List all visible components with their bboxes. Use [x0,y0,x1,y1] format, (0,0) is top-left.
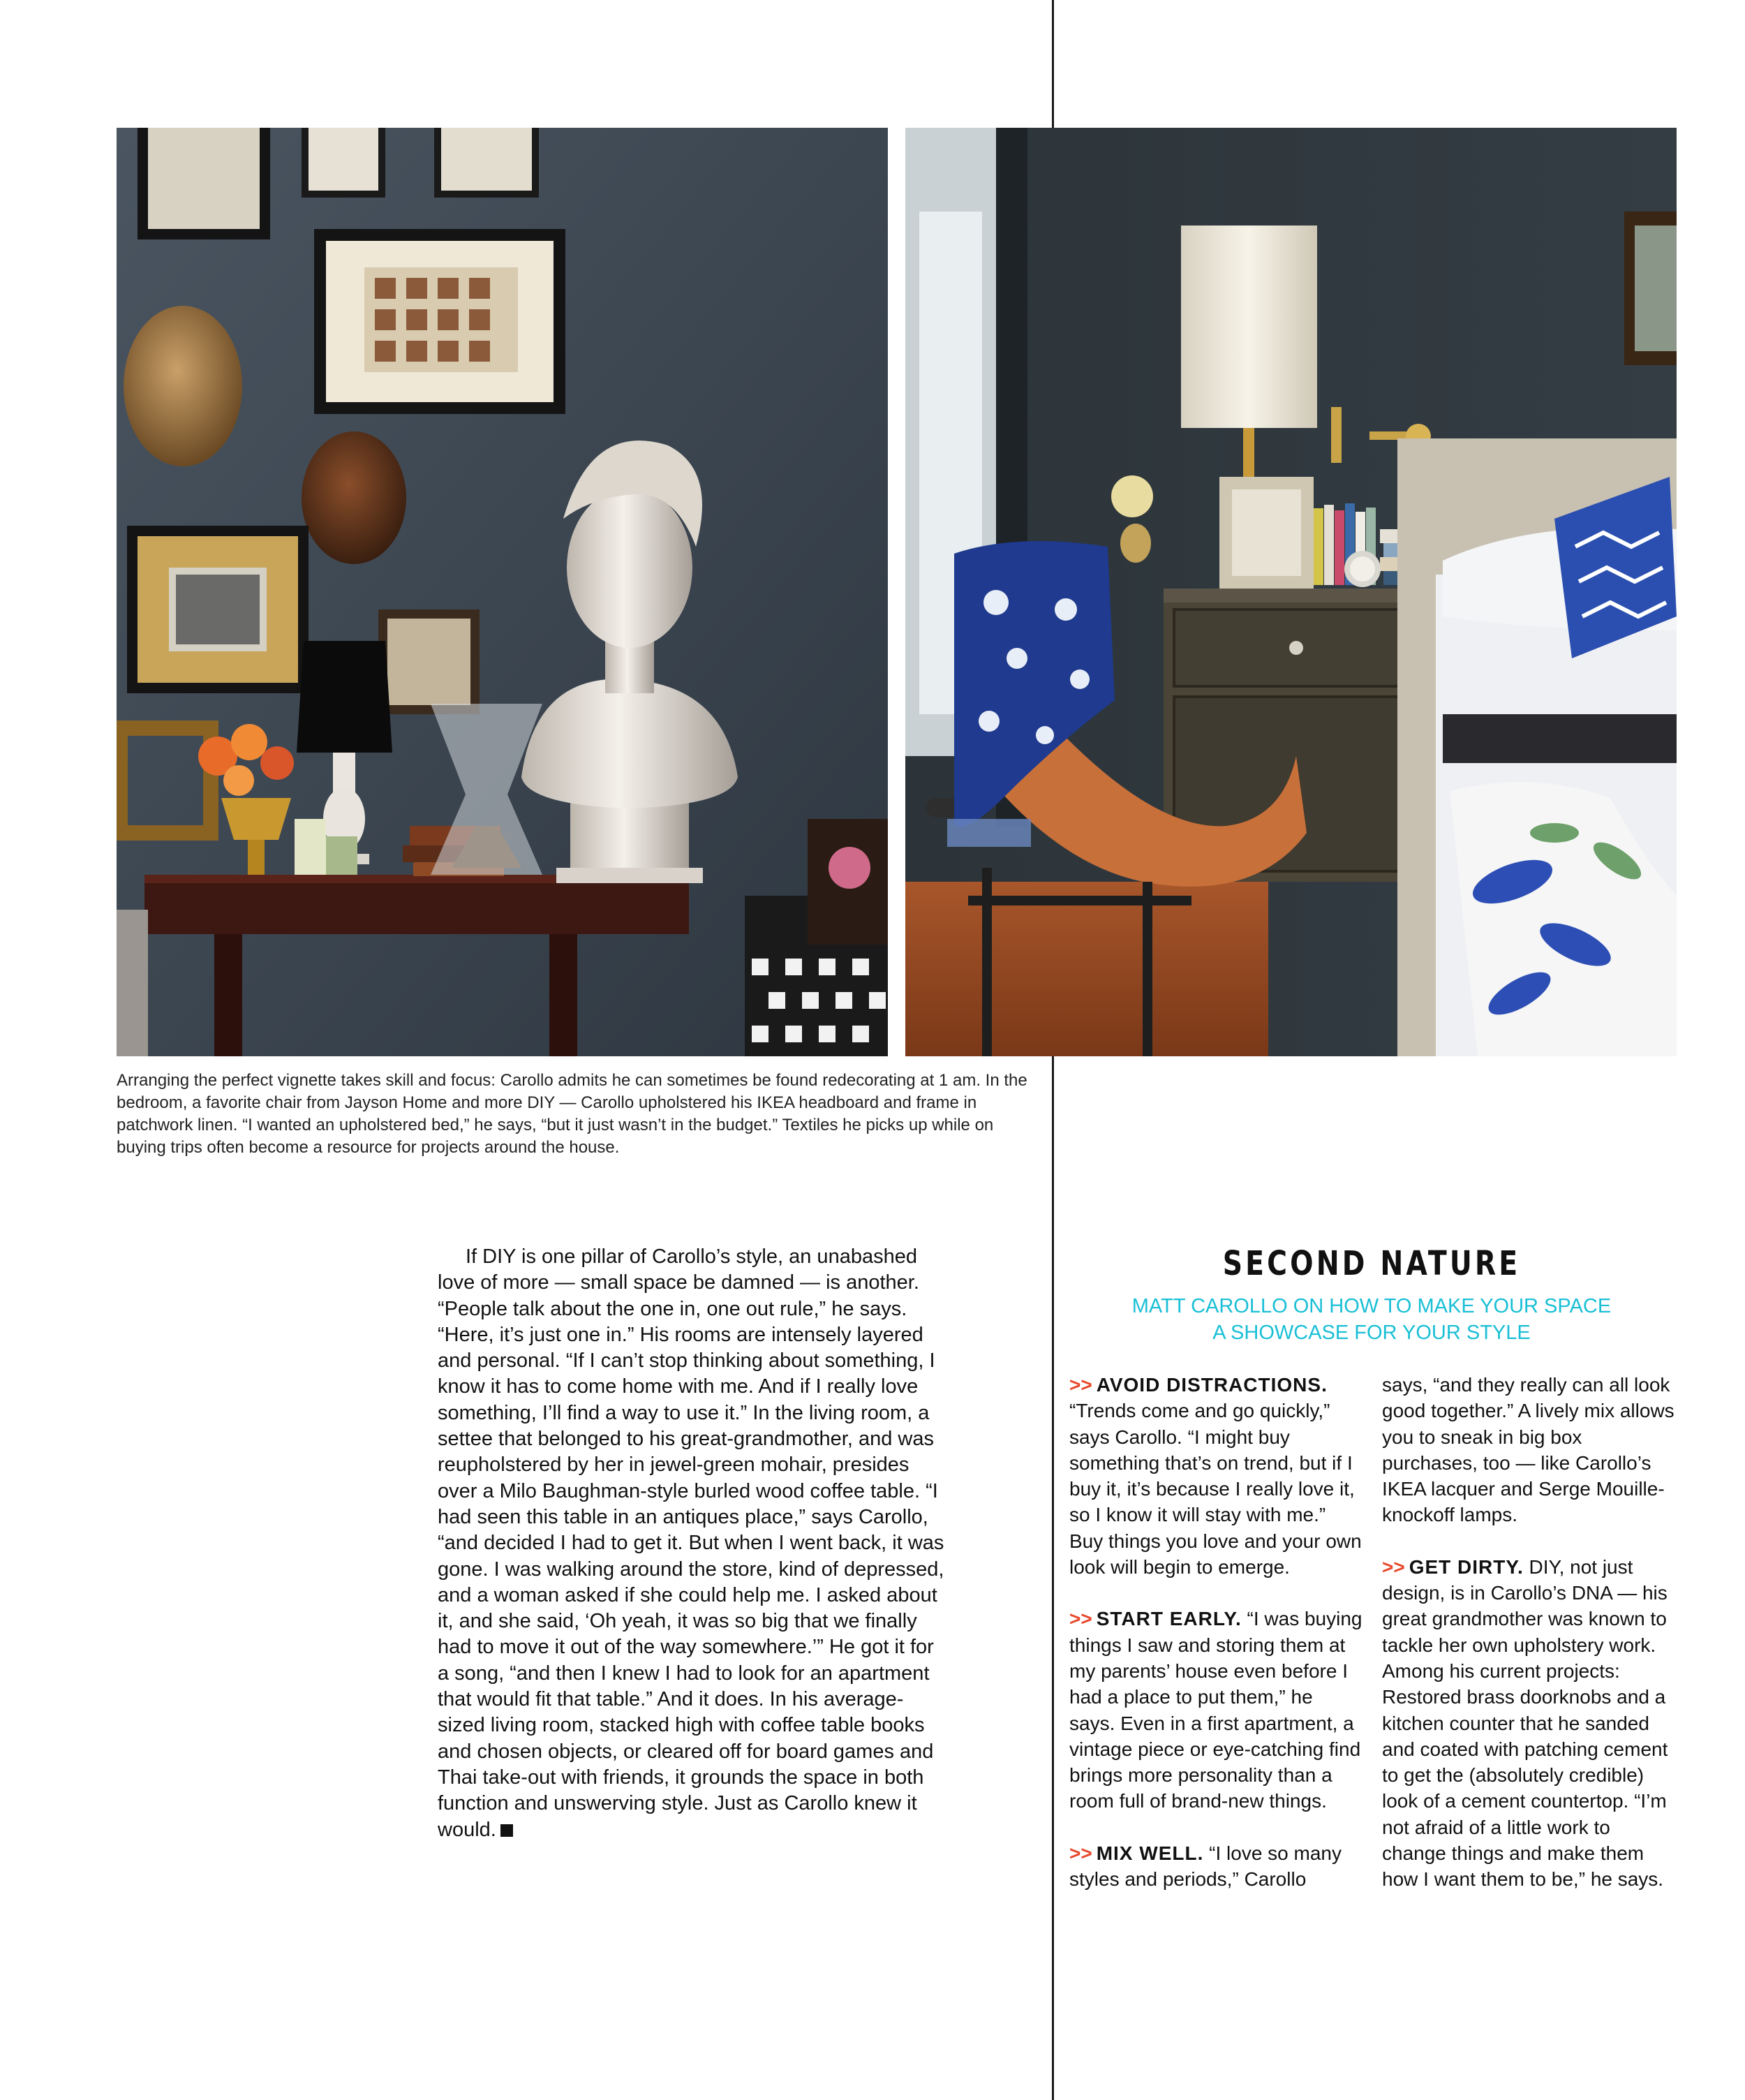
tip-text: DIY, not just design, is in Carollo’s DNA — his great grandmother was known to tackle her own upholstery work. Among his current projects: Restored brass doorknobs and a kitchen counter that he sanded and coated with patching cement to get the (absolutely credible) look of a cement countertop. “I’m not afraid of a little work to change things and make them how I want them to be,” he says. [1382,1555,1668,1891]
sidebar-title: SECOND NATURE [1222,1244,1521,1283]
sidebar-subtitle-line-2: A SHOWCASE FOR YOUR STYLE [1212,1322,1531,1344]
tip-mix-well-continued [1382,1372,1675,1528]
tip-arrow-icon: >> [1069,1374,1092,1396]
tip-arrow-icon: >> [1382,1555,1405,1578]
tip-heading: GET DIRTY. [1409,1555,1524,1578]
bedroom-illustration [905,128,1677,1056]
tip-heading: MIX WELL. [1096,1842,1204,1864]
tip-heading: AVOID DISTRACTIONS. [1096,1374,1328,1396]
tip-arrow-icon: >> [1069,1842,1092,1864]
photo-caption: Arranging the perfect vignette takes skill and focus: Carollo admits he can sometimes be found redecorating at 1 am. In the bedroom, a favorite chair from Jayson Home and more DIY — Carollo upholstered his IKEA headboard and frame in patchwork linen. “I wanted an upholstered bed,” he says, “but it just wasn’t in the budget.” Textiles he picks up while on buying trips often become a resource for projects around the house. [117,1071,1027,1157]
end-of-article-mark [500,1824,513,1837]
tip-text: “I love so many styles and periods,” Carollo [1069,1842,1342,1891]
tip-text: “I was buying things I saw and storing them at my parents’ house even before I had a place to put them,” he says. Even in a first apartment, a vintage piece or eye-catching find brings more personality than a room full of brand-new things. [1069,1608,1362,1812]
tip-start-early [1069,1606,1362,1814]
tip-heading: START EARLY. [1096,1608,1242,1630]
tip-mix-well [1069,1840,1362,1893]
bedroom-photo [905,128,1677,1056]
sidebar-subtitle [1068,1293,1675,1346]
tip-get-dirty [1382,1554,1675,1893]
sidebar-subtitle-line-1: MATT CAROLLO ON HOW TO MAKE YOUR SPACE [1131,1295,1612,1317]
article-paragraph: If DIY is one pillar of Carollo’s style, an unabashed love of more — small space be damned — is another. “People talk about the one in, one out rule,” he says. “Here, it’s just one in.” His rooms are intensely layered and personal. “If I can’t stop thinking about something, I know it has to come home with me. And if I really love something, I’ll find a way to use it.” In the living room, a settee that belonged to his great-grandmother, and was reupholstered by her in jewel-green mohair, presides over a Milo Baughman-style burled wood coffee table. “I had seen this table in an antiques place,” says Carollo, “and decided I had to get it. But when I went back, it was gone. I was walking around the store, kind of depressed, and a woman asked if she could help me. I asked about it, and she said, ‘Oh yeah, it was so big that we finally had to move it out of the way somewhere.’” He got it for a song, “and then I knew I had to look for an apartment that would fit that table.” And it does. In his average-sized living room, stacked high with coffee table books and chosen objects, or cleared off for board games and Thai take-out with friends, it grounds the space in both function and unswerving style. Just as Carollo knew it would. [438,1245,944,1841]
vignette-illustration [117,128,888,1056]
tip-arrow-icon: >> [1069,1608,1092,1630]
tip-text: “Trends come and go quickly,” says Carollo. “I might buy something that’s on trend, but if I buy it, it’s because I really love it, so I know it will stay with me.” Buy things you love and your own look will begin to emerge. [1069,1400,1362,1578]
sidebar-column-1 [1069,1372,1362,1918]
sidebar-column-2 [1382,1372,1675,1918]
tip-text: says, “and they really can all look good together.” A lively mix allows you to sneak in big box purchases, too — like Carollo’s IKEA lacquer and Serge Mouille-knockoff lamps. [1382,1374,1675,1526]
tip-avoid-distractions [1069,1372,1362,1580]
living-room-vignette-photo [117,128,888,1056]
article-body [438,1244,951,1843]
